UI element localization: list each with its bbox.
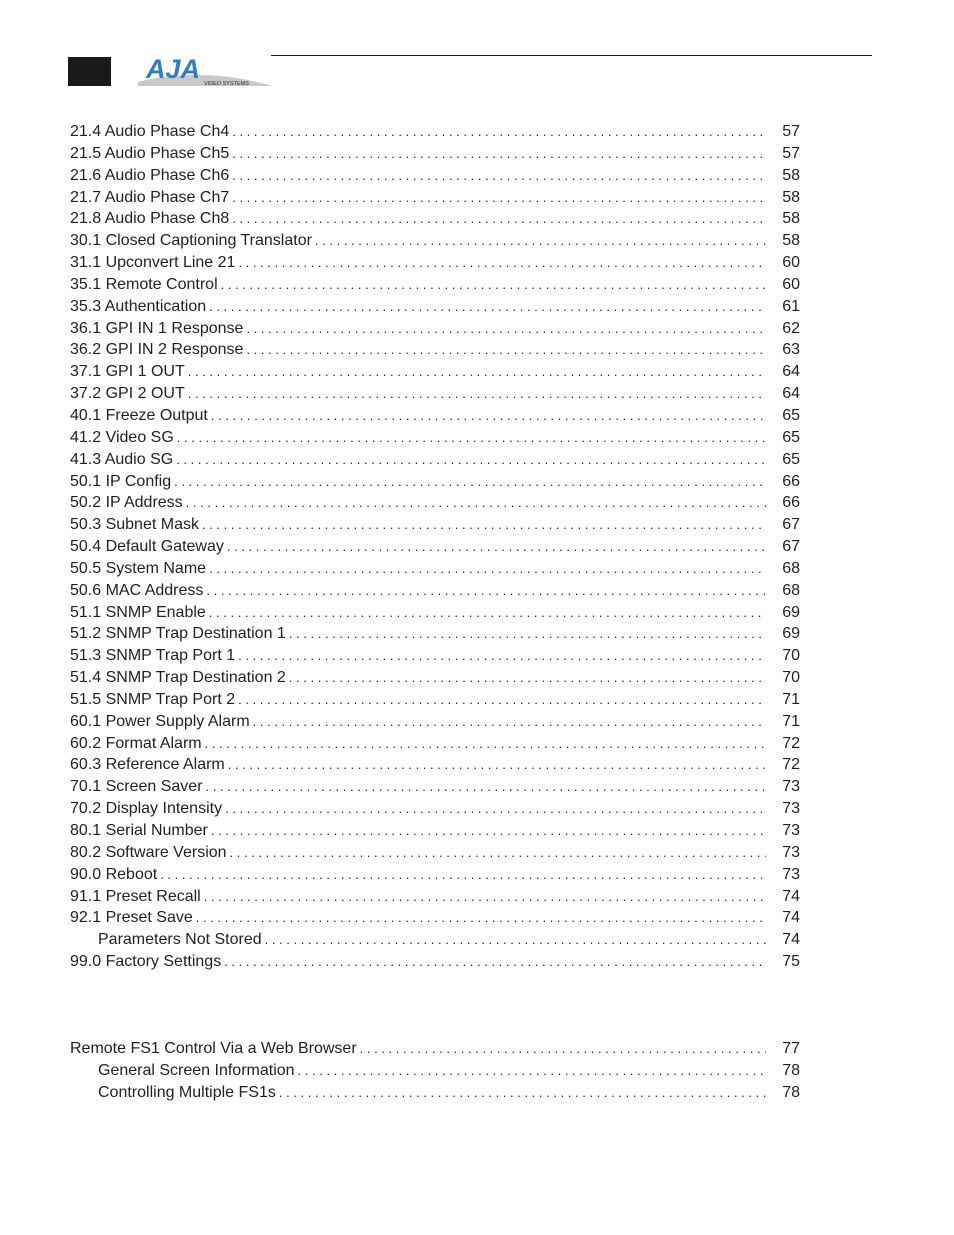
dot-leader bbox=[211, 405, 766, 427]
toc-entry-page: 70 bbox=[782, 647, 800, 665]
toc-entry[interactable] bbox=[70, 361, 800, 383]
dot-leader bbox=[174, 471, 766, 493]
toc-entry-title: Controlling Multiple FS1s bbox=[98, 1083, 276, 1101]
dot-leader bbox=[177, 427, 766, 449]
toc-entry-title: 36.1 GPI IN 1 Response bbox=[70, 319, 244, 337]
toc-entry-page: 75 bbox=[782, 953, 800, 971]
toc-entry-page: 64 bbox=[782, 363, 800, 381]
toc-entry-page: 65 bbox=[782, 406, 800, 424]
toc-entry-page: 74 bbox=[782, 909, 800, 927]
toc-entry-title: 51.5 SNMP Trap Port 2 bbox=[70, 690, 236, 708]
toc-entry-title: 50.6 MAC Address bbox=[70, 581, 204, 599]
toc-entry-page: 78 bbox=[782, 1083, 800, 1101]
toc-entry-page: 65 bbox=[782, 450, 800, 468]
toc-entry-page: 73 bbox=[782, 800, 800, 818]
dot-leader bbox=[227, 536, 766, 558]
toc-entry-page: 78 bbox=[782, 1061, 800, 1079]
toc-entry-page: 63 bbox=[782, 341, 800, 359]
toc-entry-title: 21.5 Audio Phase Ch5 bbox=[70, 144, 230, 162]
toc-entry-title: 50.1 IP Config bbox=[70, 472, 172, 490]
dot-leader bbox=[196, 907, 766, 929]
toc-entry[interactable] bbox=[70, 1082, 800, 1104]
toc-entry-title: 21.8 Audio Phase Ch8 bbox=[70, 210, 230, 228]
toc-entry[interactable] bbox=[70, 427, 800, 449]
toc-entry-title: 41.3 Audio SG bbox=[70, 450, 174, 468]
dot-leader bbox=[204, 886, 766, 908]
dot-leader bbox=[188, 361, 766, 383]
toc-entry[interactable] bbox=[70, 536, 800, 558]
toc-entry-page: 67 bbox=[782, 516, 800, 534]
toc-entry-title: 41.2 Video SG bbox=[70, 428, 174, 446]
toc-entry[interactable] bbox=[70, 230, 800, 252]
toc-entry-page: 60 bbox=[782, 275, 800, 293]
toc-entry-title: 35.1 Remote Control bbox=[70, 275, 218, 293]
toc-entry-page: 70 bbox=[782, 669, 800, 687]
toc-entry[interactable] bbox=[70, 252, 800, 274]
toc-entry[interactable] bbox=[70, 339, 800, 361]
toc-entry-title: 21.7 Audio Phase Ch7 bbox=[70, 188, 230, 206]
dot-leader bbox=[228, 754, 766, 776]
toc-entry-title: 50.4 Default Gateway bbox=[70, 538, 224, 556]
dot-leader bbox=[289, 623, 766, 645]
dot-leader bbox=[238, 252, 766, 274]
toc-entry[interactable] bbox=[70, 645, 800, 667]
toc-entry-title: 70.1 Screen Saver bbox=[70, 778, 203, 796]
toc-entry-title: 92.1 Preset Save bbox=[70, 909, 193, 927]
toc-group-2 bbox=[70, 1038, 800, 1104]
dot-leader bbox=[188, 383, 766, 405]
toc-entry-page: 71 bbox=[782, 690, 800, 708]
dot-leader bbox=[289, 667, 766, 689]
toc-entry-title: 31.1 Upconvert Line 21 bbox=[70, 254, 236, 272]
toc-entry[interactable] bbox=[70, 492, 800, 514]
dot-leader bbox=[209, 602, 766, 624]
dot-leader bbox=[246, 318, 766, 340]
toc-entry[interactable] bbox=[70, 143, 800, 165]
toc-entry[interactable] bbox=[70, 951, 800, 973]
toc-entry[interactable] bbox=[70, 449, 800, 471]
toc-entry-page: 73 bbox=[782, 778, 800, 796]
toc-entry-page: 77 bbox=[782, 1039, 800, 1057]
toc-entry[interactable] bbox=[70, 754, 800, 776]
table-of-contents bbox=[70, 121, 800, 1103]
toc-entry-page: 58 bbox=[782, 188, 800, 206]
page-number-box bbox=[68, 57, 111, 86]
toc-entry[interactable] bbox=[70, 274, 800, 296]
toc-entry[interactable] bbox=[70, 798, 800, 820]
dot-leader bbox=[211, 820, 766, 842]
toc-entry-page: 68 bbox=[782, 581, 800, 599]
toc-entry-title: 37.1 GPI 1 OUT bbox=[70, 363, 185, 381]
toc-entry-page: 62 bbox=[782, 319, 800, 337]
dot-leader bbox=[253, 711, 766, 733]
toc-entry[interactable] bbox=[70, 602, 800, 624]
toc-entry-page: 58 bbox=[782, 210, 800, 228]
toc-entry-title: 51.3 SNMP Trap Port 1 bbox=[70, 647, 236, 665]
page-header bbox=[0, 0, 954, 100]
toc-entry-title: General Screen Information bbox=[98, 1061, 295, 1079]
toc-entry[interactable] bbox=[70, 907, 800, 929]
toc-group-1 bbox=[70, 121, 800, 973]
dot-leader bbox=[176, 449, 766, 471]
toc-entry[interactable] bbox=[70, 187, 800, 209]
dot-leader bbox=[205, 733, 766, 755]
toc-entry-title: 51.1 SNMP Enable bbox=[70, 603, 206, 621]
toc-entry-title: 21.4 Audio Phase Ch4 bbox=[70, 123, 230, 140]
toc-entry[interactable] bbox=[70, 121, 800, 143]
toc-entry-title: 91.1 Preset Recall bbox=[70, 887, 201, 905]
toc-entry-title: 35.3 Authentication bbox=[70, 297, 207, 315]
toc-entry-page: 69 bbox=[782, 603, 800, 621]
toc-entry-title: 50.2 IP Address bbox=[70, 494, 183, 512]
dot-leader bbox=[238, 645, 766, 667]
dot-leader bbox=[224, 951, 766, 973]
toc-entry-page: 66 bbox=[782, 494, 800, 512]
toc-entry[interactable] bbox=[70, 405, 800, 427]
toc-entry[interactable] bbox=[70, 711, 800, 733]
toc-entry-title: 80.2 Software Version bbox=[70, 843, 227, 861]
toc-entry-page: 61 bbox=[782, 297, 800, 315]
toc-entry[interactable] bbox=[70, 886, 800, 908]
toc-entry-page: 74 bbox=[782, 887, 800, 905]
toc-entry-page: 60 bbox=[782, 254, 800, 272]
toc-entry[interactable] bbox=[70, 623, 800, 645]
toc-entry[interactable] bbox=[70, 296, 800, 318]
toc-entry-title: 80.1 Serial Number bbox=[70, 822, 208, 839]
dot-leader bbox=[232, 165, 766, 187]
toc-entry-title: Parameters Not Stored bbox=[98, 931, 262, 949]
dot-leader bbox=[360, 1038, 766, 1060]
dot-leader bbox=[232, 187, 766, 209]
toc-entry[interactable] bbox=[70, 1060, 800, 1082]
toc-entry[interactable] bbox=[70, 208, 800, 230]
toc-entry-page: 67 bbox=[782, 538, 800, 556]
toc-entry[interactable] bbox=[70, 580, 800, 602]
dot-leader bbox=[209, 296, 766, 318]
toc-entry-title: Remote FS1 Control Via a Web Browser bbox=[70, 1039, 357, 1057]
toc-entry[interactable] bbox=[70, 165, 800, 187]
toc-entry-title: 60.2 Format Alarm bbox=[70, 734, 202, 752]
toc-entry[interactable] bbox=[70, 820, 800, 842]
toc-entry-page: 57 bbox=[782, 123, 800, 140]
dot-leader bbox=[206, 580, 766, 602]
dot-leader bbox=[246, 339, 766, 361]
toc-entry-title: 40.1 Freeze Output bbox=[70, 406, 208, 424]
toc-entry-page: 57 bbox=[782, 144, 800, 162]
toc-entry-page: 64 bbox=[782, 385, 800, 403]
toc-gap bbox=[70, 973, 800, 1038]
dot-leader bbox=[186, 492, 766, 514]
dot-leader bbox=[232, 208, 766, 230]
dot-leader bbox=[225, 798, 766, 820]
toc-entry-title: 60.3 Reference Alarm bbox=[70, 756, 225, 774]
toc-entry[interactable] bbox=[70, 864, 800, 886]
logo-text: AJA bbox=[146, 54, 201, 84]
toc-entry-title: 37.2 GPI 2 OUT bbox=[70, 385, 185, 403]
toc-entry[interactable] bbox=[70, 689, 800, 711]
toc-entry-page: 72 bbox=[782, 756, 800, 774]
header-rule bbox=[271, 55, 872, 56]
dot-leader bbox=[221, 274, 766, 296]
dot-leader bbox=[230, 842, 766, 864]
toc-entry[interactable] bbox=[70, 842, 800, 864]
toc-entry[interactable] bbox=[70, 514, 800, 536]
toc-entry[interactable] bbox=[70, 318, 800, 340]
toc-entry-title: 51.2 SNMP Trap Destination 1 bbox=[70, 625, 286, 643]
toc-entry[interactable] bbox=[70, 1038, 800, 1060]
toc-entry-page: 69 bbox=[782, 625, 800, 643]
toc-entry-page: 58 bbox=[782, 166, 800, 184]
dot-leader bbox=[265, 929, 766, 951]
toc-entry-title: 21.6 Audio Phase Ch6 bbox=[70, 166, 230, 184]
toc-entry-page: 72 bbox=[782, 734, 800, 752]
toc-entry-page: 73 bbox=[782, 843, 800, 861]
dot-leader bbox=[232, 143, 766, 165]
dot-leader bbox=[315, 230, 766, 252]
toc-entry-title: 90.0 Reboot bbox=[70, 865, 158, 883]
toc-entry-page: 58 bbox=[782, 232, 800, 250]
toc-entry[interactable] bbox=[70, 667, 800, 689]
toc-entry[interactable] bbox=[70, 929, 800, 951]
toc-entry[interactable] bbox=[70, 733, 800, 755]
dot-leader bbox=[209, 558, 766, 580]
toc-entry[interactable] bbox=[70, 471, 800, 493]
dot-leader bbox=[238, 689, 766, 711]
toc-entry-title: 50.3 Subnet Mask bbox=[70, 516, 199, 534]
toc-entry-title: 50.5 System Name bbox=[70, 559, 207, 577]
toc-entry-title: 60.1 Power Supply Alarm bbox=[70, 712, 250, 730]
toc-entry-title: 51.4 SNMP Trap Destination 2 bbox=[70, 669, 286, 687]
dot-leader bbox=[279, 1082, 766, 1104]
toc-entry-page: 73 bbox=[782, 865, 800, 883]
toc-entry-title: 36.2 GPI IN 2 Response bbox=[70, 341, 244, 359]
toc-entry-page: 71 bbox=[782, 712, 800, 730]
toc-entry-page: 65 bbox=[782, 428, 800, 446]
toc-entry[interactable] bbox=[70, 383, 800, 405]
dot-leader bbox=[232, 121, 766, 143]
toc-entry[interactable] bbox=[70, 558, 800, 580]
dot-leader bbox=[160, 864, 766, 886]
toc-entry-title: 70.2 Display Intensity bbox=[70, 800, 223, 818]
aja-logo bbox=[138, 52, 272, 88]
dot-leader bbox=[206, 776, 766, 798]
toc-entry-title: 99.0 Factory Settings bbox=[70, 953, 222, 971]
toc-entry-page: 73 bbox=[782, 822, 800, 839]
dot-leader bbox=[202, 514, 766, 536]
toc-entry[interactable] bbox=[70, 776, 800, 798]
toc-entry-page: 68 bbox=[782, 559, 800, 577]
dot-leader bbox=[298, 1060, 766, 1082]
toc-entry-title: 30.1 Closed Captioning Translator bbox=[70, 232, 312, 250]
toc-entry-page: 66 bbox=[782, 472, 800, 490]
logo-subtext: VIDEO SYSTEMS bbox=[204, 81, 249, 87]
toc-entry-page: 74 bbox=[782, 931, 800, 949]
